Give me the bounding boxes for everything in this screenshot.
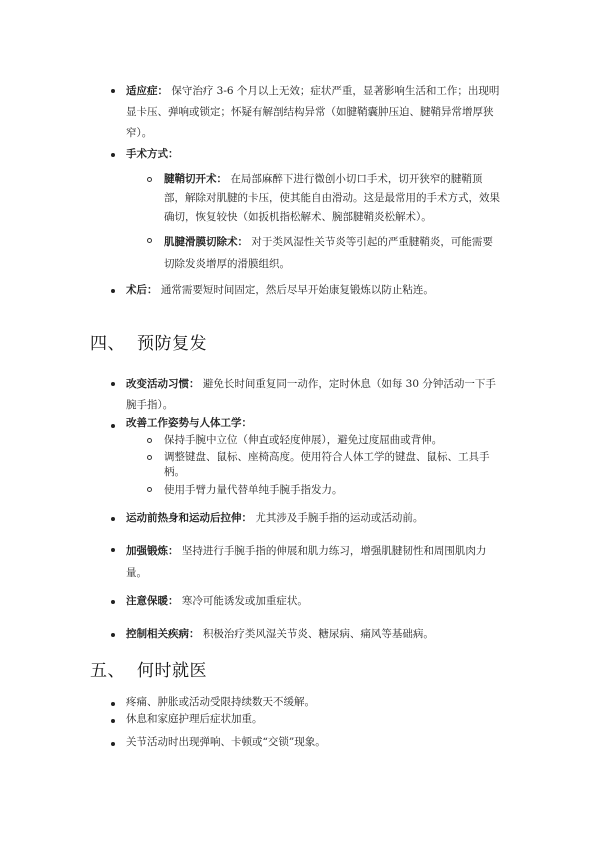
indications-text: 保守治疗 3-6 个月以上无效；症状严重，显著影响生活和工作；出现明显卡压、弹响或锁定；怀疑有解剖结构异常（如腱鞘囊肿压迫、腱鞘异常增厚狭窄）。 xyxy=(126,85,500,139)
synovectomy-text: 对于类风湿性关节炎等引起的严重腱鞘炎，可能需要切除发炎增厚的滑膜组织。 xyxy=(164,236,493,270)
surgery-list xyxy=(107,81,502,300)
ergonomics-sublist xyxy=(144,431,502,498)
release-label: 腱鞘切开术： xyxy=(164,173,227,185)
keep-warm-label: 注意保暖： xyxy=(126,595,179,607)
sublist-item-neutral-wrist: 保持手腕中立位（伸直或轻度伸展），避免过度屈曲或背伸。 xyxy=(144,431,502,448)
section-5-title: 何时就医 xyxy=(137,661,207,681)
exercise-text: 坚持进行手腕手指的伸展和肌力练习，增强肌腱韧性和周围肌肉力量。 xyxy=(126,545,487,579)
control-disease-text: 积极治疗类风湿关节炎、糖尿病、痛风等基础病。 xyxy=(202,628,434,640)
list-item-surgery-types xyxy=(107,145,502,275)
list-item-indications xyxy=(107,81,502,144)
exercise-label: 加强锻炼： xyxy=(126,545,179,557)
sublist-item-synovectomy xyxy=(144,231,502,275)
warmup-label: 运动前热身和运动后拉伸： xyxy=(126,512,252,524)
surgery-types-label: 手术方式： xyxy=(126,148,179,160)
list-item-postop xyxy=(107,281,502,300)
list-item-locking: 关节活动时出现弹响、卡顿或“交锁”现象。 xyxy=(107,734,502,750)
list-item-warmup xyxy=(107,509,502,528)
release-text: 在局部麻醉下进行微创小切口手术，切开狭窄的腱鞘顶部，解除对肌腱的卡压，使其能自由滑动。这是最常用的手术方式，效果确切，恢复较快（如扳机指松解术、腕部腱鞘炎松解术）。 xyxy=(164,173,500,223)
control-disease-label: 控制相关疾病： xyxy=(126,628,200,640)
keep-warm-text: 寒冷可能诱发或加重症状。 xyxy=(181,595,308,607)
sublist-item-adjust-equipment: 调整键盘、鼠标、座椅高度。使用符合人体工学的键盘、鼠标、工具手柄。 xyxy=(144,448,502,480)
activity-text: 避免长时间重复同一动作，定时休息（如每 30 分钟活动一下手腕手指）。 xyxy=(126,378,496,411)
section-4-heading xyxy=(90,329,207,354)
warmup-text: 尤其涉及手腕手指的运动或活动前。 xyxy=(255,512,424,524)
list-item-persistent-pain: 疼痛、肿胀或活动受限持续数天不缓解。 xyxy=(107,694,502,710)
section-5-number: 五、 xyxy=(90,661,125,681)
surgery-types-sublist xyxy=(144,170,502,275)
list-item-ergonomics xyxy=(107,416,502,498)
postop-label: 术后： xyxy=(126,284,158,296)
synovectomy-label: 肌腱滑膜切除术： xyxy=(164,236,248,248)
list-item-control-disease xyxy=(107,625,502,644)
section-5-heading xyxy=(90,656,207,681)
list-item-keep-warm xyxy=(107,592,502,611)
section-4-number: 四、 xyxy=(90,334,125,354)
list-item-exercise xyxy=(107,540,502,584)
list-item-activity-habits xyxy=(107,374,502,416)
sublist-item-use-arm-strength: 使用手臂力量代替单纯手腕手指发力。 xyxy=(144,480,502,498)
when-to-see-doctor-list xyxy=(107,694,502,750)
sublist-item-tendon-sheath-release xyxy=(144,170,502,227)
activity-label: 改变活动习惯： xyxy=(126,378,200,390)
indications-label: 适应症： xyxy=(126,85,168,97)
ergonomics-label: 改善工作姿势与人体工学： xyxy=(126,417,252,429)
postop-text: 通常需要短时间固定，然后尽早开始康复锻炼以防止粘连。 xyxy=(160,284,434,296)
list-item-worsening: 休息和家庭护理后症状加重。 xyxy=(107,711,502,727)
section-4-title: 预防复发 xyxy=(137,334,207,354)
prevention-list xyxy=(107,374,502,644)
